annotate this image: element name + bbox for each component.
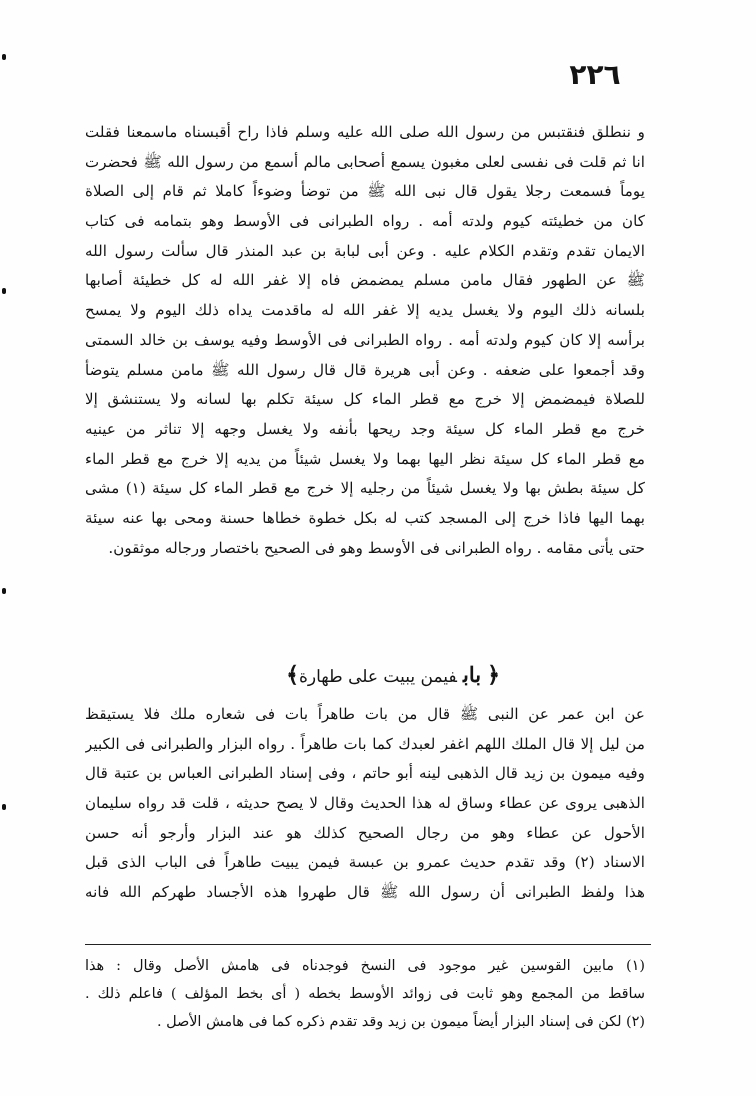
scan-speck bbox=[2, 288, 6, 294]
text-line: كل سيئة بطش بها ولا يغسل شيئاً من رجليه إلا خرج مع قطر الماء كل سيئة (١) مشى bbox=[85, 479, 645, 498]
footnote-divider bbox=[85, 944, 651, 945]
text-line: كان من خطيئته كيوم ولدته أمه . رواه الطبرانى فى الأوسط وهو بتمامه فى كتاب bbox=[85, 212, 645, 231]
text-line: عن ابن عمر عن النبى ﷺ قال من بات طاهراً بات فى شعاره ملك فلا يستيقظ bbox=[85, 705, 645, 723]
scan-speck bbox=[2, 804, 6, 810]
text-line: يوماً فسمعت رجلا يقول قال نبى الله ﷺ من توضأ وضوءاً كاملا ثم قام إلى الصلاة bbox=[85, 182, 645, 201]
footnotes bbox=[85, 952, 645, 1036]
text-line: حتى يأتى مقامه . رواه الطبرانى فى الأوسط وهو فى الصحيح باختصار ورجاله موثقون. bbox=[108, 538, 645, 557]
text-line: الايمان تقدم وتقدم الكلام عليه . وعن أبى لبابة بن عبد المنذر قال سألت رسول الله bbox=[85, 241, 645, 260]
text-line: برأسه إلا كان كيوم ولدته أمه . رواه الطبرانى فى الأوسط وفيه يوسف بن خالد السمتى bbox=[85, 330, 645, 349]
paragraph-sleeping-in-purity bbox=[85, 700, 645, 908]
footnote-line: (١) مابين القوسين غير موجود فى النسخ فوجدناه فى هامش الأصل وقال : هذا bbox=[85, 958, 645, 974]
text-line: هذا ولفظ الطبرانى أن رسول الله ﷺ قال طهروا هذه الأجساد طهركم الله فانه bbox=[85, 883, 645, 902]
text-line: الأحول عن عطاء وهو من رجال الصحيح كذلك هو عند البزار وأرجو أنه حسن bbox=[85, 823, 645, 842]
text-line: انا ثم قلت فى نفسى لعلى مغبون يسمع أصحابى مالم أسمع من رسول الله ﷺ فحضرت bbox=[85, 152, 645, 171]
chapter-title: فيمن يبيت على طهارة bbox=[299, 667, 458, 687]
heading-open-bracket: ﴿ bbox=[487, 662, 500, 688]
text-line: و ننطلق فنقتبس من رسول الله صلى الله عليه وسلم فاذا راح أقبسناه ماسمعنا فقلت bbox=[85, 123, 645, 141]
scan-speck bbox=[2, 54, 6, 60]
footnote-line: (٢) لكن فى إسناد البزار أيضاً ميمون بن زيد وقد تقدم ذكره كما فى هامش الأصل . bbox=[156, 1014, 645, 1030]
scan-speck bbox=[2, 588, 6, 594]
footnote-line: ساقط من المجمع وهو ثابت فى زوائد الأوسط بخطه ( أى بخط المؤلف ) فاعلم ذلك . bbox=[85, 986, 645, 1002]
text-line: للصلاة فيمضمض إلا خرج مع قطر الماء كل سيئة تكلم بها لسانه ولا يستنشق إلا bbox=[85, 390, 645, 409]
text-line: الذهبى يروى عن عطاء وساق له هذا الحديث وقال لا يصح حديثه ، قلت قد رواه سليمان bbox=[85, 794, 645, 813]
text-line: ﷺ عن الطهور فقال مامن مسلم يمضمض فاه إلا غفر الله له كل خطيئة أصابها bbox=[85, 271, 645, 290]
text-line: وقد أجمعوا على ضعفه . وعن أبى هريرة قال قال رسول الله ﷺ مامن مسلم يتوضأ bbox=[85, 360, 645, 379]
text-line: بهما اليها فاذا خرج إلى المسجد كتب له بكل خطوة خطاها حسنة ومحى بها عنه سيئة bbox=[85, 508, 645, 527]
page-number: ٢٢٦ bbox=[569, 58, 621, 91]
heading-close-bracket: ﴾ bbox=[286, 662, 300, 688]
text-line: وفيه ميمون بن زيد قال الذهبى لينه أبو حاتم ، وفى إسناد الطبرانى العباس بن عتبة قال bbox=[85, 764, 645, 783]
text-line: خرج مع قطر الماء كل سيئة وجد ريحها بأنفه ولا يغسل وجهه إلا تناثر من عينيه bbox=[85, 419, 645, 438]
chapter-heading bbox=[286, 658, 500, 692]
chapter-word: باب bbox=[463, 662, 482, 687]
paragraph-wudu-hadith bbox=[85, 118, 645, 563]
text-line: مع قطر الماء كل سيئة نظر اليها بهما ولا يغسل شيئاً من يديه إلا خرج مع قطر الماء bbox=[85, 449, 645, 468]
text-line: بلسانه ذلك اليوم ولا يغسل يديه إلا غفر الله له ماقدمت يداه ذلك اليوم ولا يمسح bbox=[85, 301, 645, 320]
text-line: من ليل إلا قال الملك اللهم اغفر لعبدك كما بات طاهراً . رواه البزار والطبرانى فى الكبير bbox=[85, 734, 645, 753]
text-line: الاسناد (٢) وقد تقدم حديث عمرو بن عبسة فيمن يبيت طاهراً فى الباب الذى قبل bbox=[85, 853, 645, 872]
